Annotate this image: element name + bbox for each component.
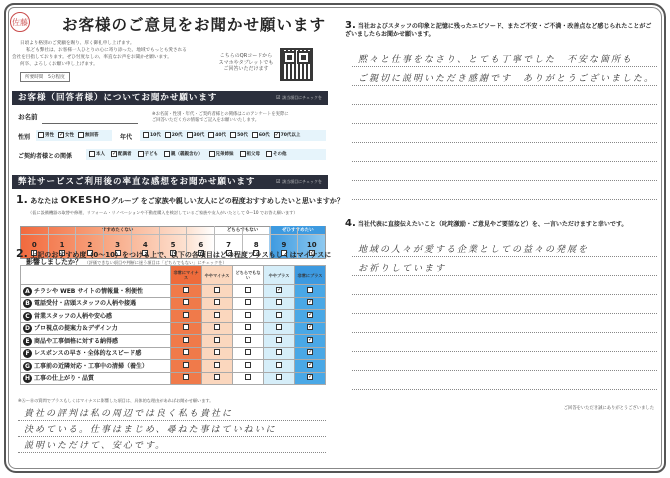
rating-cell[interactable] xyxy=(233,285,264,298)
rating-cell[interactable] xyxy=(295,347,326,360)
section-title: お客様（回答者様）についてお聞かせ願います xyxy=(18,93,218,103)
checkbox[interactable] xyxy=(214,349,220,355)
item-text: 工事前の近隣対応・工事中の清掃（養生） xyxy=(34,362,149,370)
letter-icon: F xyxy=(23,349,32,358)
rating-cell[interactable] xyxy=(171,372,202,385)
q1-text-post: グループ をご家族や親しい友人にどの程度おすすめしたいと思いますか？ xyxy=(110,197,344,205)
column-header: 非常にマイナス xyxy=(171,266,202,285)
comment-line[interactable] xyxy=(352,67,657,86)
checkbox[interactable] xyxy=(214,337,220,343)
q2-rating-table xyxy=(20,265,326,385)
checkbox[interactable] xyxy=(276,312,282,318)
option-label: 70代以上 xyxy=(280,133,301,138)
age-label: 年代 xyxy=(120,134,133,141)
column-header: ややプラス xyxy=(264,266,295,285)
checkbox-checked[interactable] xyxy=(307,362,313,368)
rating-cell[interactable] xyxy=(264,372,295,385)
checkbox[interactable] xyxy=(252,132,258,138)
intro-line: 会社を目指しております。ぜひ忖度なしの、率直なお声をお聞かせ願います。 xyxy=(12,55,172,60)
checkbox[interactable] xyxy=(245,324,251,330)
rating-cell[interactable] xyxy=(171,285,202,298)
scale-number: 6 xyxy=(198,241,204,249)
relation-option[interactable] xyxy=(209,151,234,157)
checkbox-checked[interactable] xyxy=(307,299,313,305)
service-section-header xyxy=(12,175,328,189)
rating-cell[interactable] xyxy=(202,372,233,385)
checkbox[interactable] xyxy=(276,299,282,305)
scale-number: 2 xyxy=(87,241,93,249)
brand-name: OKESHO xyxy=(60,195,111,206)
comment-line[interactable] xyxy=(18,437,326,453)
gender-options xyxy=(38,132,99,138)
checkbox[interactable] xyxy=(78,132,84,138)
comment-line[interactable] xyxy=(352,105,657,124)
rating-cell[interactable] xyxy=(295,360,326,373)
rating-cell[interactable] xyxy=(264,335,295,348)
q2-subtitle: （評価できない項目や判断に迷う項目は「どちらでもない」にチェックを） xyxy=(84,260,227,265)
q3-title xyxy=(345,22,655,39)
letter-icon: B xyxy=(23,299,32,308)
relation-option[interactable] xyxy=(138,151,159,157)
checkbox[interactable] xyxy=(245,287,251,293)
rating-cell[interactable] xyxy=(264,285,295,298)
checkbox[interactable] xyxy=(214,312,220,318)
checkbox[interactable] xyxy=(183,362,189,368)
item-label xyxy=(21,297,171,310)
handwritten-text: 地域の人々が愛する企業としての益々の発展を xyxy=(358,245,590,255)
checkbox[interactable] xyxy=(245,362,251,368)
thank-you-note: ご回答をいただき誠にありがとうございました xyxy=(563,406,654,411)
q2-note: ※Ⓐ〜Ⓗの質問でプラスもしくはマイナスに影響した項目は、具体的な理由があればお聞かせ願います。 xyxy=(18,398,214,403)
relation-option[interactable] xyxy=(89,151,105,157)
item-text: 電話受付・店頭スタッフの人柄や接遇 xyxy=(34,300,137,308)
comment-line[interactable] xyxy=(352,162,657,181)
checkbox[interactable] xyxy=(165,132,171,138)
age-option[interactable] xyxy=(230,132,248,138)
q2-comment-area[interactable] xyxy=(18,405,326,453)
item-label xyxy=(21,310,171,323)
question-number: 3. xyxy=(345,20,356,31)
rating-cell[interactable] xyxy=(233,297,264,310)
comment-line[interactable] xyxy=(352,295,657,314)
gender-option-male[interactable] xyxy=(38,132,54,138)
relation-label: ご契約者様との関係 xyxy=(18,153,73,160)
customer-section-header xyxy=(12,91,328,105)
rating-cell[interactable] xyxy=(171,297,202,310)
rating-cell[interactable] xyxy=(233,322,264,335)
checkbox-checked[interactable] xyxy=(307,374,313,380)
scale-group-recommend: ぜひすすめたい xyxy=(270,226,325,235)
table-row xyxy=(21,310,326,323)
item-label xyxy=(21,347,171,360)
option-label: 子ども xyxy=(144,152,158,157)
relation-options xyxy=(89,151,287,157)
handwritten-text: ご親切に説明いただき感謝です ありがとうございました。 xyxy=(358,74,656,84)
relation-option[interactable] xyxy=(266,151,287,157)
age-option-70plus[interactable] xyxy=(274,132,301,138)
option-label: 親（義親含む） xyxy=(171,152,203,157)
checkbox[interactable] xyxy=(183,299,189,305)
checkbox[interactable] xyxy=(138,151,144,157)
checkbox[interactable] xyxy=(245,374,251,380)
qr-text-line: スマホやタブレットでも xyxy=(218,59,274,66)
comment-line[interactable] xyxy=(352,371,657,390)
checkbox[interactable] xyxy=(307,287,313,293)
q3-comment-area[interactable] xyxy=(352,48,657,200)
option-label: 30代 xyxy=(193,133,205,138)
checkbox[interactable] xyxy=(214,324,220,330)
rating-cell[interactable] xyxy=(202,360,233,373)
rating-cell[interactable] xyxy=(264,322,295,335)
checkbox[interactable] xyxy=(276,349,282,355)
privacy-note xyxy=(152,112,289,123)
comment-line[interactable] xyxy=(352,124,657,143)
relation-option[interactable] xyxy=(240,151,261,157)
intro-line: 私ども弊社は、お客様一人ひとりの心に寄り添った、地域でもっとも愛される xyxy=(26,48,187,53)
handwritten-text: 貴社の評判は私の周辺では良く私も貴社に xyxy=(24,409,234,419)
option-label: 60代 xyxy=(258,133,270,138)
checkbox[interactable] xyxy=(245,299,251,305)
table-row xyxy=(21,347,326,360)
checkbox[interactable] xyxy=(214,299,220,305)
rating-cell[interactable] xyxy=(295,335,326,348)
item-column-header xyxy=(21,266,171,285)
name-label: お名前 xyxy=(18,113,38,121)
q4-title xyxy=(345,220,655,229)
intro-text xyxy=(12,40,217,68)
qr-text-line: こちらのQRコードから xyxy=(219,53,273,59)
note-line: ※お名前・性別・年代・ご契約者様との関係はこのアンケートを実際に xyxy=(152,112,289,117)
checkbox[interactable] xyxy=(143,132,149,138)
option-label: 20代 xyxy=(171,133,183,138)
checkbox[interactable] xyxy=(214,374,220,380)
scale-number: 7 xyxy=(226,241,231,249)
section-title: 弊社サービスご利用後の率直な感想をお聞かせ願います xyxy=(18,177,256,187)
checkbox[interactable] xyxy=(214,287,220,293)
name-input[interactable] xyxy=(42,123,138,124)
scale-number: 5 xyxy=(170,241,176,249)
option-label: 10代 xyxy=(150,133,161,138)
checkbox-checked[interactable] xyxy=(274,132,280,138)
rating-cell[interactable] xyxy=(202,347,233,360)
checkbox[interactable] xyxy=(183,374,189,380)
rating-cell[interactable] xyxy=(264,310,295,323)
item-text: チラシや WEB サイトの情報量・利便性 xyxy=(34,287,144,295)
q3-title-text: 当社およびスタッフの印象と記憶に残ったエピソード、またご不安・ご不満・改善点など感じられたことがございましたらお聞かせ願います。 xyxy=(345,23,652,38)
checkbox-checked[interactable] xyxy=(276,287,282,293)
comment-line[interactable] xyxy=(352,276,657,295)
gender-option-female[interactable] xyxy=(58,132,74,138)
check-hint: ☑ 該当項目にチェックを xyxy=(276,175,322,189)
comment-line[interactable] xyxy=(18,405,326,421)
scale-number: 8 xyxy=(253,241,259,249)
option-label: 無回答 xyxy=(85,133,99,138)
letter-icon: H xyxy=(24,375,31,383)
rating-cell[interactable] xyxy=(295,310,326,323)
handwritten-text: 決めている。仕事はまじめ、尋ねた事はていねいに xyxy=(24,425,277,435)
item-text: 商品や工事価格に対する納得感 xyxy=(34,337,119,345)
qr-text-line: ご回答いただけます xyxy=(223,66,269,72)
option-label: 兄弟姉妹 xyxy=(215,152,234,157)
letter-icon: C xyxy=(23,312,32,321)
age-option[interactable] xyxy=(252,132,270,138)
q2-title-line: 上記のおすすめ度（0〜10）をつける上で、以下の各項目はどの程度プラスもしくはマイナスに xyxy=(30,251,332,259)
rating-cell[interactable] xyxy=(264,360,295,373)
checkbox[interactable] xyxy=(209,151,215,157)
checkbox[interactable] xyxy=(183,312,189,318)
q1-text-pre: あなたは xyxy=(30,197,59,205)
item-label xyxy=(21,360,171,373)
item-text: プロ視点の提案力＆デザイン力 xyxy=(34,325,118,333)
rating-cell[interactable] xyxy=(202,285,233,298)
option-label: 50代 xyxy=(237,133,248,138)
table-row xyxy=(21,322,326,335)
handwritten-text: お祈りしています xyxy=(358,264,447,274)
relation-option-spouse[interactable] xyxy=(111,151,132,157)
comment-line[interactable] xyxy=(18,421,326,437)
rating-cell[interactable] xyxy=(233,347,264,360)
table-row xyxy=(21,335,326,348)
question-number: 4. xyxy=(345,218,356,229)
option-label: 40代 xyxy=(215,133,227,138)
rating-cell[interactable] xyxy=(202,310,233,323)
scale-number: 1 xyxy=(59,241,65,249)
comment-line[interactable] xyxy=(352,257,657,276)
table-row xyxy=(21,372,326,385)
checkbox-checked[interactable] xyxy=(307,337,313,343)
comment-line[interactable] xyxy=(352,86,657,105)
checkbox[interactable] xyxy=(230,132,236,138)
checkbox[interactable] xyxy=(276,324,282,330)
rating-cell[interactable] xyxy=(202,297,233,310)
table-row xyxy=(21,360,326,373)
comment-line[interactable] xyxy=(352,238,657,257)
option-label: その他 xyxy=(273,152,287,157)
qr-instructions xyxy=(214,53,278,73)
age-option[interactable] xyxy=(143,132,161,138)
item-label xyxy=(21,372,171,385)
q4-comment-area[interactable] xyxy=(352,238,657,390)
age-option[interactable] xyxy=(208,132,226,138)
column-header: どちらでもない xyxy=(233,266,264,285)
rating-cell[interactable] xyxy=(264,347,295,360)
page-title: お客様のご意見をお聞かせ願います xyxy=(62,16,327,34)
item-text: 工事の仕上がり・品質 xyxy=(34,375,95,383)
rating-cell[interactable] xyxy=(171,310,202,323)
comment-line[interactable] xyxy=(352,333,657,352)
age-option[interactable] xyxy=(187,132,205,138)
scale-number: 10 xyxy=(306,241,317,249)
checkbox[interactable] xyxy=(245,312,251,318)
gender-option-no-answer[interactable] xyxy=(78,132,99,138)
item-label xyxy=(21,322,171,335)
question-number: 1. xyxy=(16,193,28,206)
note-line: ご回答いただく方の情報でご記入をお願いいたします。 xyxy=(152,117,260,123)
rating-cell[interactable] xyxy=(233,372,264,385)
checkbox-checked[interactable] xyxy=(307,349,313,355)
qr-code-icon[interactable] xyxy=(280,48,313,81)
rating-cell[interactable] xyxy=(171,347,202,360)
item-label xyxy=(21,335,171,348)
option-label: 女性 xyxy=(65,133,74,138)
q2-title-line: 影響しましたか？ xyxy=(26,258,82,266)
rating-cell[interactable] xyxy=(171,322,202,335)
q1-title xyxy=(16,193,344,206)
q1-subtitle: （仮に設備機器の取替や修理、リフォーム・リノベーションや不動産購入を検討しているご家族や友人がいたとして 0〜10 でお答え願います） xyxy=(28,210,298,215)
handwritten-text: 説明いただけて、安心です。 xyxy=(24,441,167,451)
checkbox[interactable] xyxy=(208,132,214,138)
rating-cell[interactable] xyxy=(171,360,202,373)
letter-icon: G xyxy=(23,362,32,371)
checkbox[interactable] xyxy=(240,151,246,157)
scale-number: 3 xyxy=(115,241,120,249)
rating-cell[interactable] xyxy=(233,310,264,323)
comment-line[interactable] xyxy=(352,48,657,67)
rating-cell[interactable] xyxy=(233,335,264,348)
checkbox[interactable] xyxy=(89,151,95,157)
column-header: 非常にプラス xyxy=(295,266,326,285)
checkbox-checked[interactable] xyxy=(307,312,313,318)
scale-group-not-recommend: すすめたくない xyxy=(21,226,214,235)
option-label: 祖父母 xyxy=(246,152,260,157)
time-required-badge: 所要時間 5分程度 xyxy=(20,72,70,82)
option-label: 配偶者 xyxy=(118,152,132,157)
comment-line[interactable] xyxy=(352,352,657,371)
comment-line[interactable] xyxy=(352,143,657,162)
rating-cell[interactable] xyxy=(295,297,326,310)
item-label xyxy=(21,285,171,298)
option-label: 本人 xyxy=(96,152,105,157)
rating-cell[interactable] xyxy=(264,297,295,310)
scale-number: 0 xyxy=(31,241,37,249)
checkbox[interactable] xyxy=(164,151,170,157)
relation-option[interactable] xyxy=(164,151,203,157)
table-row xyxy=(21,285,326,298)
intro-line: 日頃より格別のご愛顧を賜り、厚く御礼申し上げます。 xyxy=(20,41,135,46)
scale-number: 4 xyxy=(142,241,148,249)
comment-line[interactable] xyxy=(352,181,657,200)
checkbox[interactable] xyxy=(38,132,44,138)
checkbox[interactable] xyxy=(183,337,189,343)
check-hint: ☑ 該当項目にチェックを xyxy=(276,91,322,105)
age-option[interactable] xyxy=(165,132,183,138)
scale-number: 9 xyxy=(281,241,287,249)
item-text: 営業スタッフの人柄や安心感 xyxy=(34,312,113,320)
checkbox[interactable] xyxy=(276,337,282,343)
intro-line: 何卒、よろしくお願い申し上げます。 xyxy=(20,62,98,67)
rating-cell[interactable] xyxy=(295,372,326,385)
checkbox[interactable] xyxy=(276,362,282,368)
item-text: レスポンスの早さ・全体的なスピード感 xyxy=(34,350,142,358)
comment-line[interactable] xyxy=(352,314,657,333)
scale-group-neutral: どちらでもない xyxy=(214,226,269,235)
rating-cell[interactable] xyxy=(202,335,233,348)
checkbox-checked[interactable] xyxy=(58,132,64,138)
checkbox-checked[interactable] xyxy=(111,151,117,157)
checkbox[interactable] xyxy=(183,287,189,293)
question-number: 2. xyxy=(16,247,28,260)
rating-cell[interactable] xyxy=(202,322,233,335)
letter-icon: E xyxy=(23,337,32,346)
stamp-icon: 佐藤 xyxy=(10,12,30,32)
letter-icon: D xyxy=(23,324,32,333)
handwritten-text: 黙々と仕事をなさり、とても丁寧でした 不安な箇所も xyxy=(358,55,634,65)
checkbox[interactable] xyxy=(276,374,282,380)
column-header: ややマイナス xyxy=(202,266,233,285)
option-label: 男性 xyxy=(45,133,54,138)
checkbox[interactable] xyxy=(187,132,193,138)
table-header xyxy=(21,266,326,285)
table-row xyxy=(21,297,326,310)
age-options xyxy=(143,132,300,138)
q4-title-text: 当社代表に直接伝えたいこと（叱咤激励・ご意見やご要望など）を、一言いただけますと幸いです。 xyxy=(357,221,628,228)
letter-icon: A xyxy=(23,287,32,296)
checkbox[interactable] xyxy=(183,349,189,355)
checkbox[interactable] xyxy=(245,337,251,343)
checkbox[interactable] xyxy=(214,362,220,368)
rating-cell[interactable] xyxy=(295,322,326,335)
checkbox[interactable] xyxy=(245,349,251,355)
rating-cell[interactable] xyxy=(171,335,202,348)
rating-cell[interactable] xyxy=(233,360,264,373)
checkbox[interactable] xyxy=(183,324,189,330)
gender-label: 性別 xyxy=(18,134,31,141)
rating-cell[interactable] xyxy=(295,285,326,298)
checkbox-checked[interactable] xyxy=(307,324,313,330)
checkbox[interactable] xyxy=(266,151,272,157)
